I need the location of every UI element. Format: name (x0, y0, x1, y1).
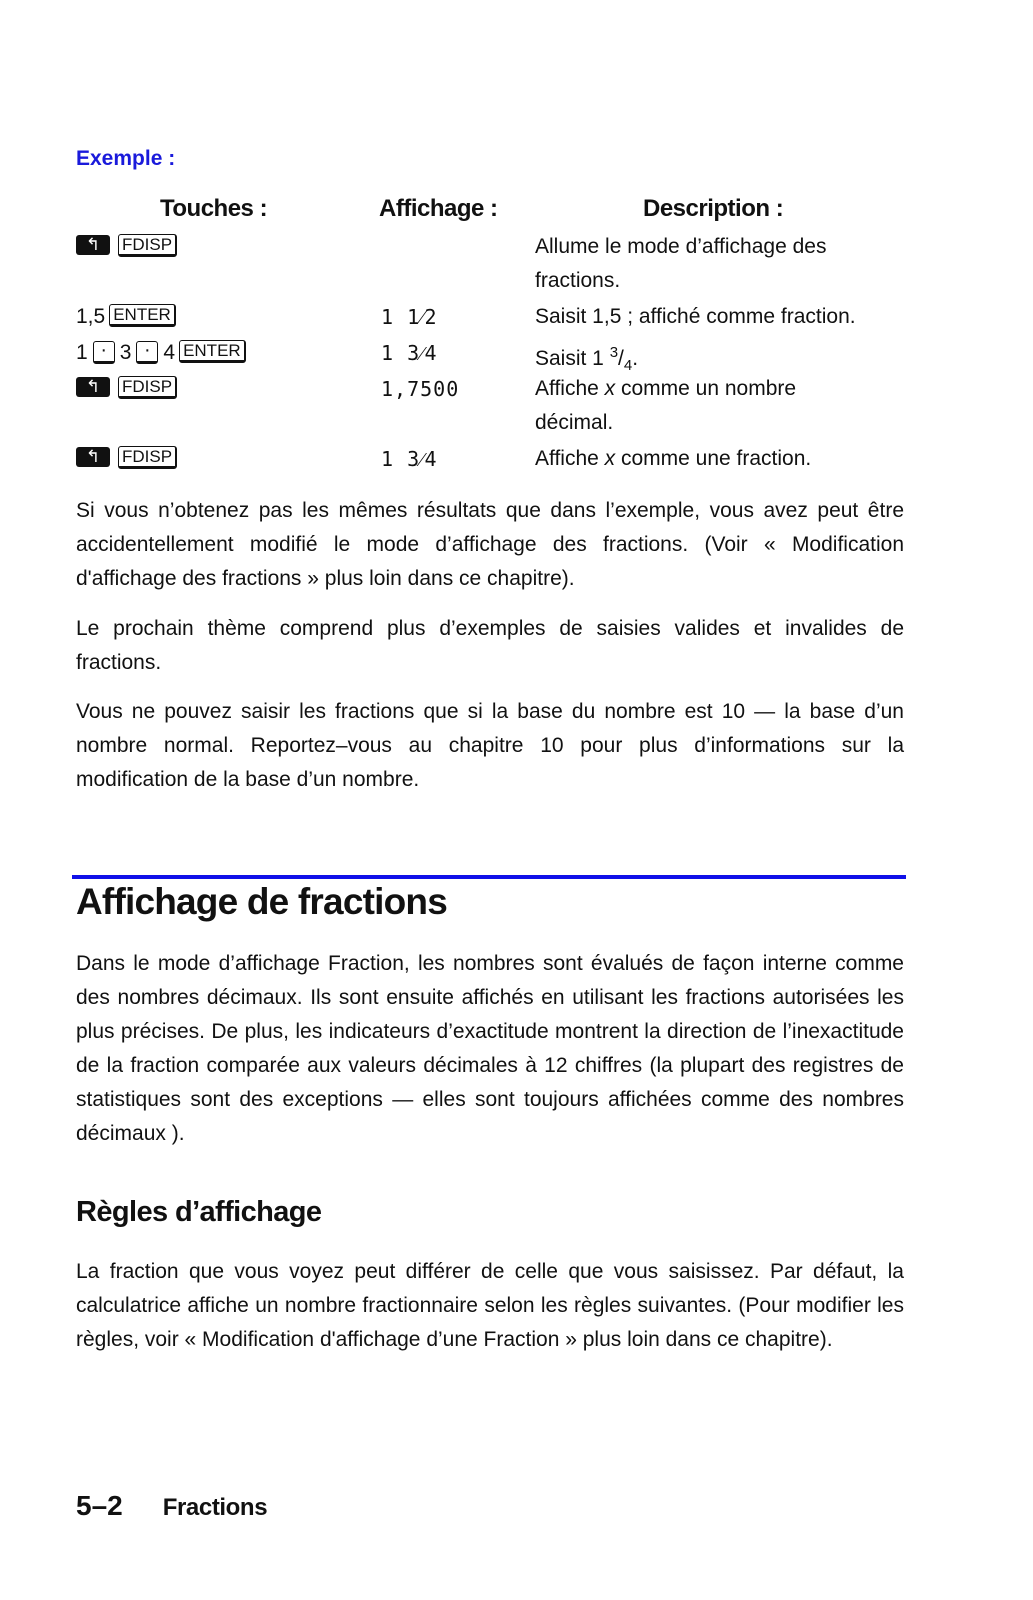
page (76, 0, 906, 1600)
keys-cell (76, 300, 182, 334)
subsection-body: La fraction que vous voyez peut différer de celle que vous saisissez. Par défaut, la calculatrice affiche un nombre fractionnaire selon les règles suivantes. (Pour modifier les règles, voir « Modification d'affichage d’une Fraction » plus loin dans ce chapitre). (76, 1260, 904, 1351)
description-cell (535, 442, 811, 476)
fdisp-key: FDISP (118, 376, 177, 399)
key-input-text: 4 (163, 341, 176, 364)
footer-section-name: Fractions (162, 1494, 268, 1521)
example-row-continuation (76, 406, 906, 440)
display-cell: 1 3⁄4 (381, 447, 438, 471)
description-text: Affiche (535, 447, 605, 470)
paragraph: Le prochain thème comprend plus d’exemples de saisies valides et invalides de fractions. (76, 617, 904, 674)
keys-cell (76, 372, 183, 406)
description-text: comme un nombre (615, 377, 797, 400)
enter-key: ENTER (179, 340, 246, 363)
example-row (76, 336, 906, 375)
example-row (76, 372, 906, 406)
paragraph: Si vous n’obtenez pas les mêmes résultats que dans l’exemple, vous avez peut être accidentellement modifié le mode d’affichage des fractions. (Voir « Modification d'affichage des fractions » plus loin dans ce chapitre). (76, 499, 904, 590)
key-input-text: 3 (119, 341, 132, 364)
section-body: Dans le mode d’affichage Fraction, les nombres sont évalués de façon interne comme des nombres décimaux. Ils sont ensuite affichés en utilisant les fractions autorisées les plus précises. De plus, les indicateurs d’exactitude montrent la direction de l’inexactitude de la fraction comparée aux valeurs décimales à 12 chiffres (la plupart des registres de statistiques sont des exceptions — elles sont toujours affichées comme des nombres décimaux ). (76, 952, 904, 1145)
fdisp-key: FDISP (118, 234, 177, 257)
description-cell (535, 372, 796, 406)
fdisp-key: FDISP (118, 446, 177, 469)
section-rule (72, 875, 906, 879)
key-input-text: 1 (76, 341, 88, 364)
example-row (76, 230, 906, 264)
enter-key: ENTER (109, 304, 176, 327)
dot-key-icon: · (136, 341, 158, 364)
header-display: Affichage : (379, 195, 498, 222)
description-cell: fractions. (535, 269, 621, 292)
example-row-continuation (76, 264, 906, 298)
keys-cell (76, 336, 252, 370)
fraction-numerator: 3 (609, 344, 619, 361)
key-input-text: 1,5 (76, 305, 106, 328)
display-cell: 1 1⁄2 (381, 305, 438, 329)
description-text: Saisit 1 (535, 347, 610, 370)
example-label: Exemple : (76, 147, 176, 170)
left-shift-key-icon: ↰ (76, 235, 110, 255)
example-row (76, 442, 906, 476)
variable-x: x (604, 447, 616, 470)
description-text: comme une fraction. (615, 447, 812, 470)
display-cell: 1,7500 (381, 377, 460, 401)
display-cell: 1 3⁄4 (381, 341, 438, 365)
example-row (76, 300, 906, 334)
description-text: . (632, 347, 639, 370)
left-shift-key-icon: ↰ (76, 447, 110, 467)
section-title: Affichage de fractions (76, 881, 447, 922)
description-cell: Allume le mode d’affichage des (535, 235, 827, 258)
keys-cell (76, 230, 183, 264)
variable-x: x (604, 377, 616, 400)
left-shift-key-icon: ↰ (76, 377, 110, 397)
header-description: Description : (643, 195, 784, 222)
page-number: 5–2 (76, 1490, 123, 1521)
description-cell: décimal. (535, 411, 614, 434)
fraction-denominator: 4 (623, 357, 633, 375)
description-cell: Saisit 1,5 ; affiché comme fraction. (535, 305, 856, 328)
header-keys: Touches : (160, 195, 268, 222)
paragraph: Vous ne pouvez saisir les fractions que si la base du nombre est 10 — la base d’un nombre normal. Reportez–vous au chapitre 10 pour plus d’informations sur la modification de la base d’un nombre. (76, 700, 904, 791)
page-footer (76, 1490, 267, 1522)
subsection-title: Règles d’affichage (76, 1196, 322, 1228)
dot-key-icon: · (93, 341, 115, 364)
keys-cell (76, 442, 183, 476)
description-cell: Saisit 1 $^3/_4$. (535, 344, 639, 375)
description-text: Affiche (535, 377, 605, 400)
